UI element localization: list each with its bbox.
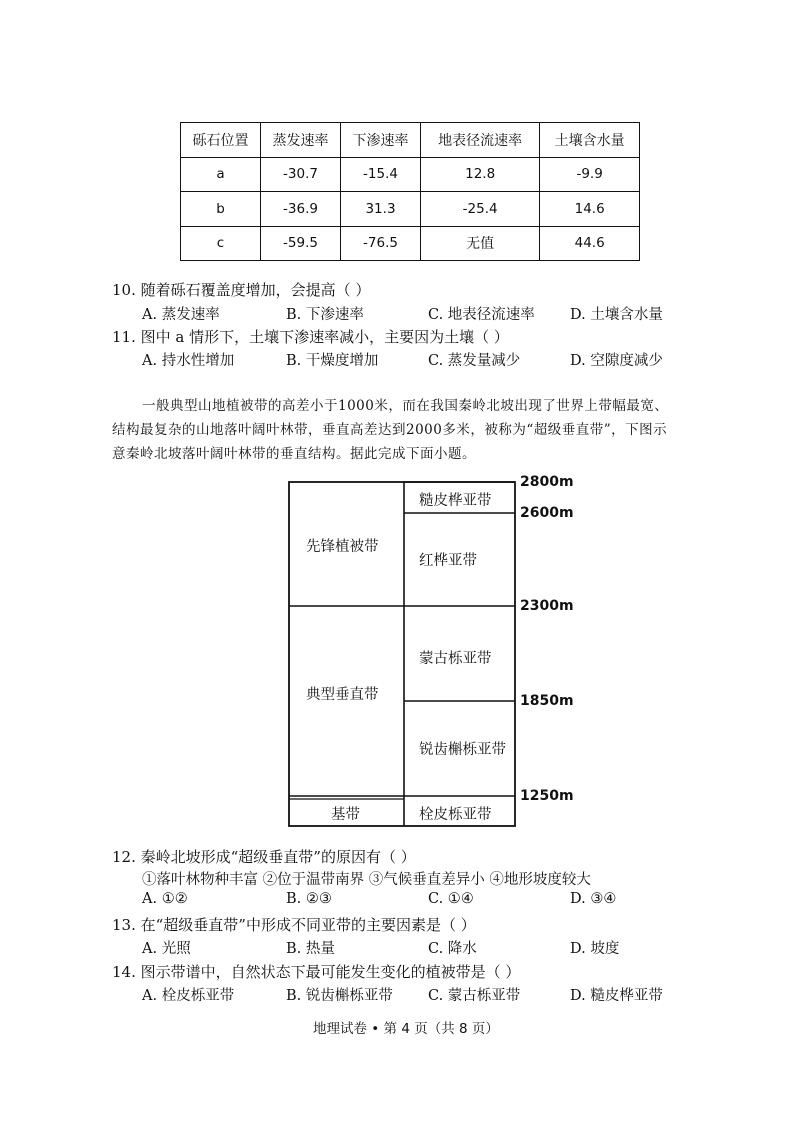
question-14-option-c: C. 蒙古栎亚带 (428, 988, 521, 1004)
table-cell: -15.4 (341, 157, 421, 192)
question-14-option-a: A. 栓皮栎亚带 (142, 988, 235, 1004)
altitude-label-1850: 1850m (520, 693, 574, 709)
question-13-option-c: C. 降水 (428, 941, 477, 957)
table-cell: 44.6 (540, 226, 640, 261)
subzone-label-rough-birch: 糙皮桦亚带 (419, 493, 492, 509)
table-cell: -59.5 (261, 226, 341, 261)
question-11-option-a: A. 持水性增加 (142, 353, 235, 369)
subzone-label-cork-oak: 栓皮栎亚带 (419, 807, 492, 823)
intro-line-1: 一般典型山地植被带的高差小于1000米，而在我国秦岭北坡出现了世界上带幅最宽、 (142, 398, 669, 414)
altitude-label-2600: 2600m (520, 505, 574, 521)
table-header-cell: 蒸发速率 (261, 123, 341, 158)
table-cell: -9.9 (540, 157, 640, 192)
table-cell: -76.5 (341, 226, 421, 261)
subzone-label-sawtooth-oak: 锐齿槲栎亚带 (419, 742, 506, 758)
question-10-option-d: D. 土壤含水量 (570, 307, 663, 323)
zone-label-typical: 典型垂直带 (306, 687, 379, 703)
subzone-label-mongolian-oak: 蒙古栎亚带 (419, 651, 492, 667)
question-10-stem: 10. 随着砾石覆盖度增加，会提高（ ） (112, 281, 371, 299)
question-13-option-d: D. 坡度 (570, 941, 620, 957)
question-14-option-d: D. 糙皮桦亚带 (570, 988, 663, 1004)
altitude-label-2800: 2800m (520, 474, 574, 490)
question-10-option-c: C. 地表径流速率 (428, 307, 535, 323)
table-cell: 14.6 (540, 192, 640, 227)
table-cell: b (181, 192, 261, 227)
altitude-label-2300: 2300m (520, 598, 574, 614)
question-11-option-b: B. 干燥度增加 (286, 353, 379, 369)
question-12-option-a: A. ①② (142, 891, 188, 907)
question-12-items: ①落叶林物种丰富 ②位于温带南界 ③气候垂直差异小 ④地形坡度较大 (142, 872, 591, 888)
question-10-option-a: A. 蒸发速率 (142, 307, 220, 323)
question-10-option-b: B. 下渗速率 (286, 307, 364, 323)
subzone-label-red-birch: 红桦亚带 (419, 553, 477, 569)
question-11-stem: 11. 图中 a 情形下，土壤下渗速率减小，主要因为土壤（ ） (112, 328, 509, 346)
table-cell: -30.7 (261, 157, 341, 192)
question-13-stem: 13. 在“超级垂直带”中形成不同亚带的主要因素是（ ） (112, 916, 476, 934)
question-14-stem: 14. 图示带谱中，自然状态下最可能发生变化的植被带是（ ） (112, 963, 521, 981)
question-14-option-b: B. 锐齿槲栎亚带 (286, 988, 393, 1004)
question-12-option-d: D. ③④ (570, 891, 617, 907)
question-11-option-c: C. 蒸发量减少 (428, 353, 521, 369)
table-cell: 无值 (421, 226, 540, 261)
question-13-option-b: B. 热量 (286, 941, 335, 957)
question-11-option-d: D. 空隙度减少 (570, 353, 663, 369)
question-12-option-c: C. ①④ (428, 891, 474, 907)
table-header-cell: 地表径流速率 (421, 123, 540, 158)
table-header-cell: 砾石位置 (181, 123, 261, 158)
altitude-label-1250: 1250m (520, 788, 574, 804)
intro-line-3: 意秦岭北坡落叶阔叶林带的垂直结构。据此完成下面小题。 (112, 446, 476, 462)
table-cell: c (181, 226, 261, 261)
table-cell: 31.3 (341, 192, 421, 227)
question-12-stem: 12. 秦岭北坡形成“超级垂直带”的原因有（ ） (112, 848, 416, 866)
table-cell: -25.4 (421, 192, 540, 227)
question-13-option-a: A. 光照 (142, 941, 191, 957)
zone-label-pioneer: 先锋植被带 (306, 539, 379, 555)
intro-line-2: 结构最复杂的山地落叶阔叶林带，垂直高差达到2000多米，被称为“超级垂直带”，下图示 (112, 422, 668, 438)
table-header-cell: 下渗速率 (341, 123, 421, 158)
table-cell: -36.9 (261, 192, 341, 227)
table-cell: a (181, 157, 261, 192)
table-header-cell: 土壤含水量 (540, 123, 640, 158)
question-12-option-b: B. ②③ (286, 891, 332, 907)
table-cell: 12.8 (421, 157, 540, 192)
zone-label-base: 基带 (331, 807, 360, 823)
page-footer: 地理试卷 • 第 4 页（共 8 页） (313, 1021, 499, 1037)
